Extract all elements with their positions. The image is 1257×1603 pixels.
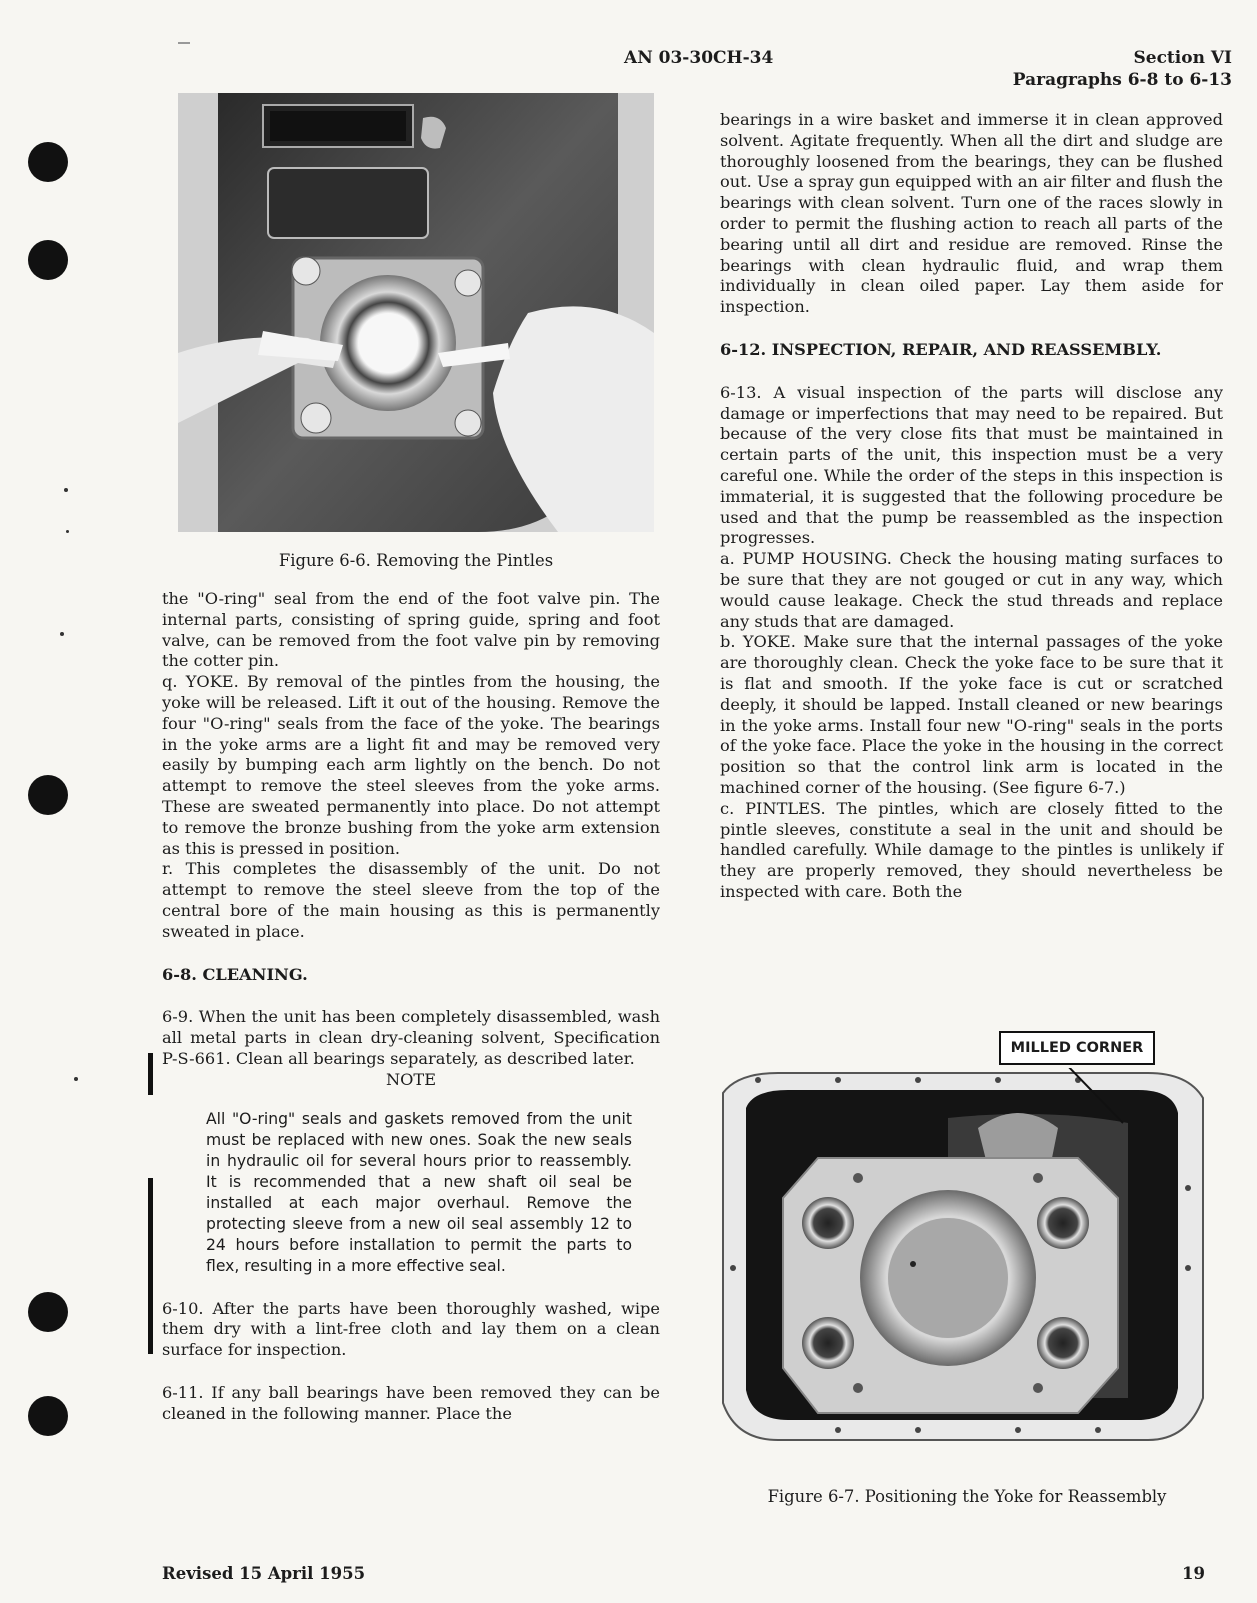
- binder-hole-1: [28, 142, 68, 182]
- left-column: [162, 589, 660, 1425]
- step-r: r. This completes the disassembly of the unit. Do not attempt to remove the steel sleeve from the top of the central bore of the main housing as this is permanently sweated in place.: [162, 859, 660, 941]
- note-box: [206, 1109, 660, 1277]
- heading-6-12: 6-12. INSPECTION, REPAIR, AND REASSEMBLY.: [720, 339, 1162, 359]
- scan-speck: [178, 42, 190, 44]
- revision-date: Revised 15 April 1955: [162, 1564, 366, 1583]
- figure-6-7-photo: [718, 1068, 1216, 1466]
- heading-6-8: 6-8. CLEANING.: [162, 964, 308, 984]
- scan-speck: [66, 530, 69, 533]
- binder-hole-3: [28, 775, 68, 815]
- paragraph-continued: the "O-ring" seal from the end of the foot valve pin. The internal parts, consisting of spring guide, spring and foot valve, can be removed from the foot valve pin by removing the cotter pin.: [162, 589, 660, 671]
- paragraph-6-9: 6-9. When the unit has been completely disassembled, wash all metal parts in clean dry-cleaning solvent, Specification P-S-661. Clean all bearings separately, as described later.: [162, 1007, 660, 1068]
- binder-hole-5: [28, 1396, 68, 1436]
- right-column: [720, 110, 1223, 903]
- section-label: Section VI: [1133, 48, 1232, 68]
- scan-speck: [60, 632, 64, 636]
- note-title: NOTE: [385, 1069, 437, 1089]
- change-bar-6-9: [148, 1053, 153, 1095]
- scan-speck: [74, 1077, 78, 1081]
- paragraph-6-11: 6-11. If any ball bearings have been removed they can be cleaned in the following manner. Place the: [162, 1382, 660, 1423]
- binder-hole-2: [28, 240, 68, 280]
- binder-hole-4: [28, 1292, 68, 1332]
- milled-corner-callout: MILLED CORNER: [999, 1031, 1155, 1065]
- figure-6-6-photo: [178, 93, 654, 532]
- step-a-pump-housing: a. PUMP HOUSING. Check the housing mating surfaces to be sure that they are not gouged or cut in any way, which would cause leakage. Check the stud threads and replace any studs that are damaged.: [720, 549, 1223, 631]
- step-b-yoke: b. YOKE. Make sure that the internal passages of the yoke are thoroughly clean. Check the yoke face to be sure that it is flat and smooth. If the yoke face is cut or scratched deeply, it should be lapped. Install cleaned or new bearings in the yoke arms. Install four new "O-ring" seals in the ports of the yoke face. Place the yoke in the housing in the correct position so that the control link arm is located in the machined corner of the housing. (See figure 6-7.): [720, 632, 1223, 797]
- scan-speck: [64, 488, 68, 492]
- doc-number: AN 03-30CH-34: [624, 48, 774, 68]
- paragraph-range: Paragraphs 6-8 to 6-13: [1012, 70, 1232, 90]
- page-number: 19: [1182, 1564, 1205, 1583]
- step-c-pintles: c. PINTLES. The pintles, which are closely fitted to the pintle sleeves, constitute a seal in the unit and should be handled carefully. While damage to the pintles is unlikely if they are properly removed, they should nevertheless be inspected with care. Both the: [720, 798, 1223, 901]
- note-body: All "O-ring" seals and gaskets removed from the unit must be replaced with new ones. Soak the new seals in hydraulic oil for several hours prior to reassembly. It is recommended that a new shaft oil seal be installed at each major overhaul. Remove the protecting sleeve from a new oil seal assembly 12 to 24 hours before installation to permit the parts to flex, resulting in a more effective seal.: [206, 1109, 632, 1275]
- figure-6-7-caption: Figure 6-7. Positioning the Yoke for Reassembly: [767, 1487, 1167, 1506]
- figure-6-6-caption: Figure 6-6. Removing the Pintles: [278, 551, 554, 570]
- step-q-yoke: q. YOKE. By removal of the pintles from the housing, the yoke will be released. Lift it out of the housing. Remove the four "O-ring" seals from the face of the yoke. The bearings in the yoke arms are a light fit and may be removed very easily by bumping each arm lightly on the bench. Do not attempt to remove the steel sleeves from the yoke arms. These are sweated permanently into place. Do not attempt to remove the bronze bushing from the yoke arm extension as this is pressed in position.: [162, 672, 660, 858]
- change-bar-note: [148, 1178, 153, 1354]
- paragraph-continued-right: bearings in a wire basket and immerse it in clean approved solvent. Agitate frequently. When all the dirt and sludge are thoroughly loosened from the bearings, they can be flushed out. Use a spray gun equipped with an air filter and flush the bearings with clean solvent. Turn one of the races slowly in order to permit the flushing action to reach all parts of the bearing until all dirt and residue are removed. Rinse the bearings with clean hydraulic fluid, and wrap them individually in clean oiled paper. Lay them aside for inspection.: [720, 110, 1223, 317]
- paragraph-6-13: 6-13. A visual inspection of the parts will disclose any damage or imperfections that may need to be repaired. But because of the very close fits that must be maintained in certain parts of the unit, this inspection must be a very careful one. While the order of the steps in this inspection is immaterial, it is suggested that the following procedure be used and that the pump be reassembled as the inspection progresses.: [720, 382, 1223, 548]
- paragraph-6-10: 6-10. After the parts have been thoroughly washed, wipe them dry with a lint-free cloth and lay them on a clean surface for inspection.: [162, 1298, 660, 1360]
